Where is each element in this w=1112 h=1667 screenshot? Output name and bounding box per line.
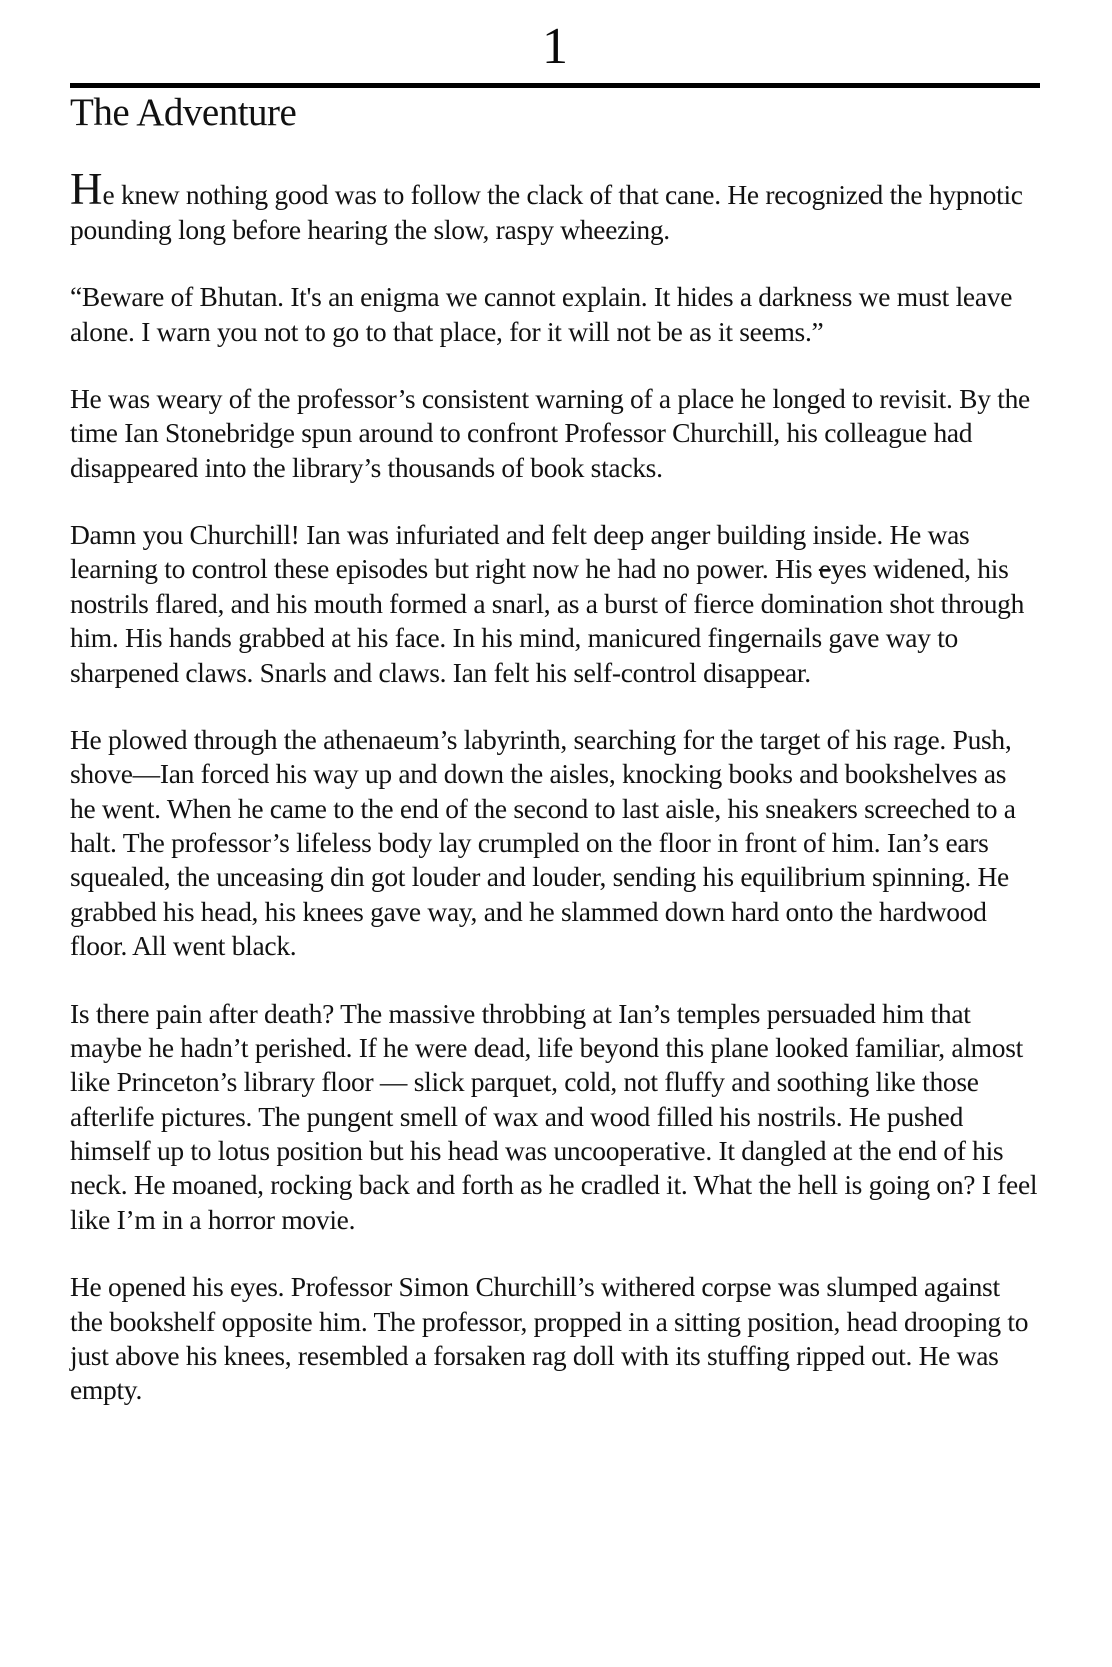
paragraph-text-before-strike: Damn you Churchill! Ian was infuriated and felt deep anger building inside. He was learning to control these episodes but right now he had no power. His — [70, 519, 970, 585]
paragraph-text: e knew nothing good was to follow the clack of that cane. He recognized the hypnotic pounding long before hearing the slow, raspy wheezing. — [70, 179, 1023, 245]
struck-character: e — [818, 553, 831, 585]
paragraph-text-after-strike: yes widened, his nostrils flared, and his mouth formed a snarl, as a burst of fierce domination shot through him. His hands grabbed at his face. In his mind, manicured fingernails gave way to sharpened claws. Snarls and claws. Ian felt his self-control disappear. — [70, 553, 1025, 688]
dropcap-initial: H — [70, 164, 103, 215]
chapter-rule-divider — [70, 83, 1040, 88]
paragraph-opening — [70, 164, 1038, 247]
paragraph-pain-after-death: Is there pain after death? The massive throbbing at Ian’s temples persuaded him that maybe he hadn’t perished. If he were dead, life beyond this plane looked familiar, almost like Princeton’s library floor — slick parquet, cold, not fluffy and soothing like those afterlife pictures. The pungent smell of wax and wood filled his nostrils. He pushed himself up to lotus position but his head was uncooperative. It dangled at the end of his neck. He moaned, rocking back and forth as he cradled it. What the hell is going on? I feel like I’m in a horror movie. — [70, 997, 1038, 1235]
chapter-title: The Adventure — [70, 90, 297, 134]
paragraph-anger — [70, 518, 1038, 690]
chapter-number: 1 — [542, 18, 568, 75]
paragraph-weary: He was weary of the professor’s consistent warning of a place he longed to revisit. By the time Ian Stonebridge spun around to confront Professor Churchill, his colleague had disappeared into the library’s thousands of book stacks. — [70, 382, 1030, 483]
paragraph-library-search: He plowed through the athenaeum’s labyrinth, searching for the target of his rage. Push, shove—Ian forced his way up and down the aisles, knocking books and bookshelves as he went. When he came to the end of the second to last aisle, his sneakers screeched to a halt. The professor’s lifeless body lay crumpled on the floor in front of him. Ian’s ears squealed, the unceasing din got louder and louder, sending his equilibrium spinning. He grabbed his head, his knees gave way, and he slammed down hard onto the hardwood floor. All went black. — [70, 723, 1016, 962]
paragraph-quote-warning: “Beware of Bhutan. It's an enigma we cannot explain. It hides a darkness we must leave alone. I warn you not to go to that place, for it will not be as it seems.” — [70, 281, 1013, 347]
paragraph-corpse: He opened his eyes. Professor Simon Churchill’s withered corpse was slumped against the bookshelf opposite him. The professor, propped in a sitting position, head drooping to just above his knees, resembled a forsaken rag doll with its stuffing ripped out. He was empty. — [70, 1271, 1029, 1406]
